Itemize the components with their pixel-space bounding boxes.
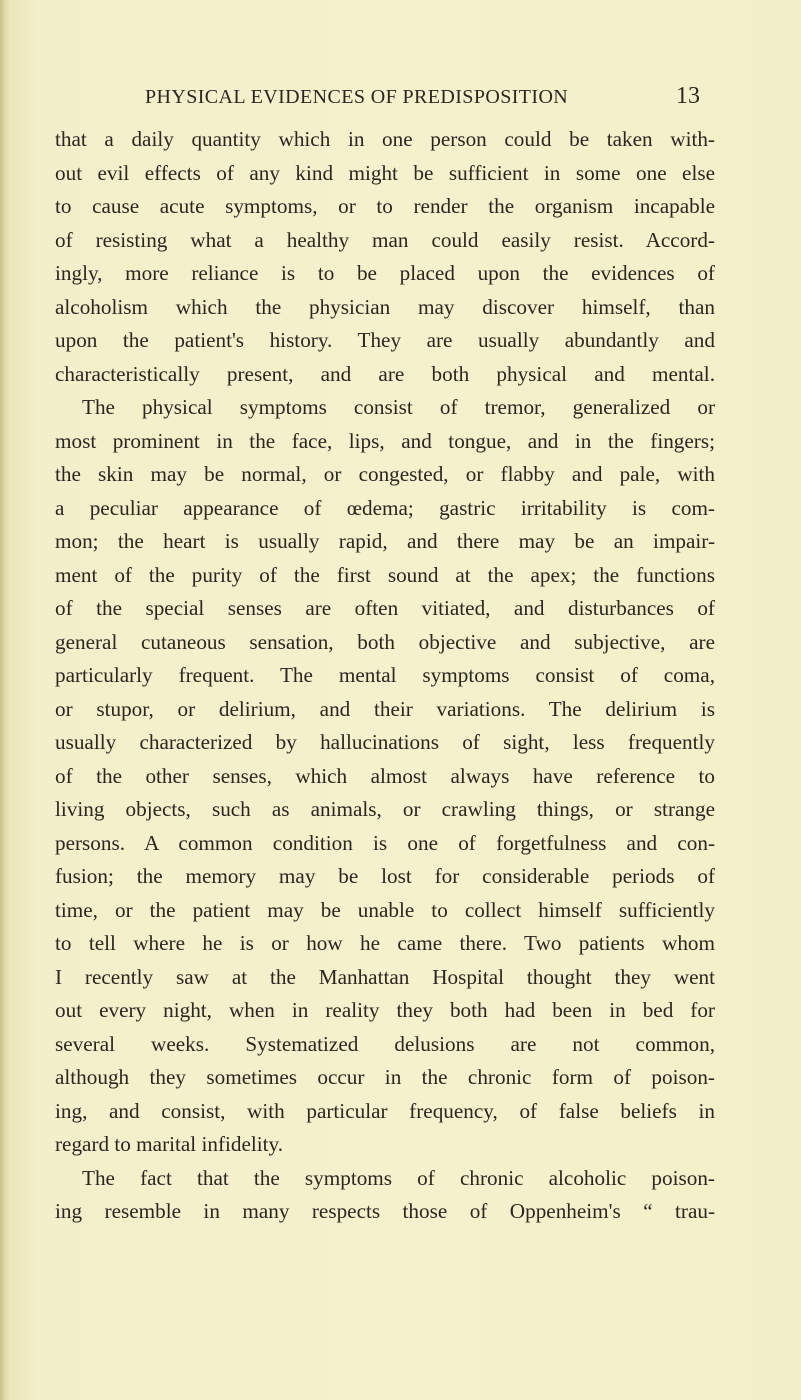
text-line: mon; the heart is usually rapid, and there may be an impair- [55, 529, 715, 553]
text-line: the skin may be normal, or congested, or flabby and pale, with [55, 462, 715, 486]
text-line: or stupor, or delirium, and their variations. The delirium is [55, 696, 715, 721]
text-line: living objects, such as animals, or crawling things, or strange [55, 797, 715, 821]
text-line: most prominent in the face, lips, and tongue, and in the fingers; [55, 428, 715, 453]
text-line: characteristically present, and are both physical and mental. [55, 361, 715, 386]
text-line: although they sometimes occur in the chronic form of poison- [55, 1065, 715, 1089]
page-number: 13 [676, 83, 700, 109]
text-line: The fact that the symptoms of chronic alcoholic poison- [82, 1165, 715, 1190]
text-line: The physical symptoms consist of tremor, generalized or [82, 395, 715, 419]
text-line: ing, and consist, with particular frequency, of false beliefs in [55, 1098, 715, 1123]
text-line: time, or the patient may be unable to collect himself sufficiently [55, 897, 715, 922]
text-line: general cutaneous sensation, both objective and subjective, are [55, 629, 715, 654]
text-line: several weeks. Systematized delusions are not common, [55, 1031, 715, 1056]
text-line: of the special senses are often vitiated, and disturbances of [55, 596, 715, 620]
text-line: to cause acute symptoms, or to render the organism incapable [55, 194, 715, 218]
text-line: fusion; the memory may be lost for considerable periods of [55, 864, 715, 888]
text-line: that a daily quantity which in one person could be taken with- [55, 127, 715, 151]
text-line: upon the patient's history. They are usually abundantly and [55, 328, 715, 352]
text-line: particularly frequent. The mental symptoms consist of coma, [55, 663, 715, 687]
text-line: to tell where he is or how he came there. Two patients whom [55, 931, 715, 955]
text-line: ingly, more reliance is to be placed upon the evidences of [55, 261, 715, 285]
text-line: ment of the purity of the first sound at the apex; the functions [55, 562, 715, 587]
text-line: of the other senses, which almost always have reference to [55, 763, 715, 788]
text-line: persons. A common condition is one of forgetfulness and con- [55, 830, 715, 855]
running-header: PHYSICAL EVIDENCES OF PREDISPOSITION [145, 86, 569, 108]
text-line: a peculiar appearance of œdema; gastric irritability is com- [55, 495, 715, 520]
text-line: of resisting what a healthy man could easily resist. Accord- [55, 227, 715, 252]
text-line: regard to marital infidelity. [55, 1132, 284, 1156]
body-text [55, 123, 715, 1229]
page-gutter [0, 0, 12, 1400]
text-line: out every night, when in reality they both had been in bed for [55, 998, 715, 1022]
text-line: ing resemble in many respects those of Oppenheim's “ trau- [55, 1199, 715, 1223]
text-line: alcoholism which the physician may discover himself, than [55, 294, 715, 319]
text-line: I recently saw at the Manhattan Hospital thought they went [55, 964, 715, 989]
text-line: usually characterized by hallucinations of sight, less frequently [55, 730, 715, 754]
text-line: out evil effects of any kind might be sufficient in some one else [55, 160, 715, 185]
